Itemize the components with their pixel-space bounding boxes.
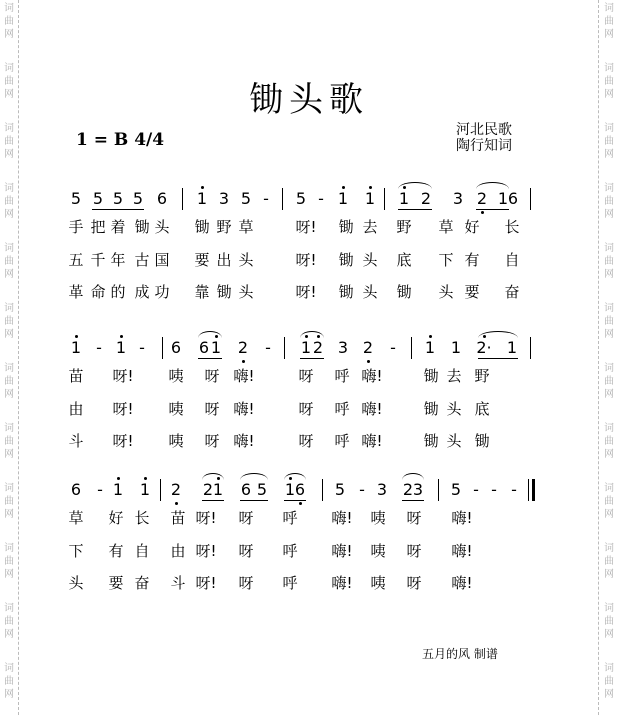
lyric-syllable: 头 [238, 283, 254, 301]
note: 1 [300, 338, 312, 357]
note: 2 [476, 189, 488, 208]
lyric-syllable: 有 [108, 542, 124, 560]
lyric-syllable: 嗨! [331, 574, 353, 592]
eighth-note-underline [476, 209, 509, 210]
sustain-dash: - [318, 189, 324, 208]
lyric-syllable: 靠 [194, 283, 210, 301]
lyric-syllable: 长 [134, 509, 150, 527]
lyric-line [0, 281, 618, 305]
lyric-syllable: 嗨! [233, 432, 255, 450]
note: 2 [402, 480, 414, 499]
note: 5 [334, 480, 346, 499]
octave-dot-high [201, 186, 204, 189]
note: 2 [362, 338, 374, 357]
octave-dot-low [299, 502, 302, 505]
barline [438, 479, 439, 501]
octave-dot-low [481, 211, 484, 214]
note: 6 [507, 189, 519, 208]
lyric-syllable: 呀 [238, 574, 254, 592]
note: 1 [70, 338, 82, 357]
lyric-syllable: 锄 [474, 432, 490, 450]
octave-dot-high [342, 186, 345, 189]
octave-dot-high [369, 186, 372, 189]
eighth-note-underline [240, 500, 268, 501]
slur [198, 331, 222, 338]
credit-origin: 河北民歌 [456, 122, 512, 138]
lyric-syllable: 锄 [423, 400, 439, 418]
watermark-text: 词 曲 网 [4, 3, 14, 40]
lyric-syllable: 头 [68, 574, 84, 592]
final-barline-thick [532, 479, 535, 501]
final-barline-thin [528, 479, 529, 501]
note: 6 [294, 480, 306, 499]
lyric-syllable: 呀! [295, 218, 317, 236]
lyric-syllable: 斗 [68, 432, 84, 450]
lyric-syllable: 要 [194, 251, 210, 269]
note: 2 [237, 338, 249, 357]
lyric-syllable: 去 [446, 367, 462, 385]
watermark-text: 词 曲 网 [604, 183, 614, 220]
barline [160, 479, 161, 501]
watermark-text: 词 曲 网 [4, 243, 14, 280]
lyric-syllable: 呀! [195, 542, 217, 560]
lyric-syllable: 千 [90, 251, 106, 269]
lyric-syllable: 古 [134, 251, 150, 269]
note: 1 [364, 189, 376, 208]
lyric-syllable: 要 [464, 283, 480, 301]
sustain-dash: - [263, 189, 269, 208]
lyric-syllable: 嗨! [451, 574, 473, 592]
lyric-syllable: 好 [108, 509, 124, 527]
lyric-syllable: 去 [362, 218, 378, 236]
lyric-syllable: 由 [170, 542, 186, 560]
lyric-syllable: 嗨! [331, 509, 353, 527]
lyric-syllable: 嗨! [361, 400, 383, 418]
lyric-syllable: 要 [108, 574, 124, 592]
octave-dot-low [242, 360, 245, 363]
lyric-syllable: 自 [504, 251, 520, 269]
barline [384, 188, 385, 210]
watermark-text: 词 曲 网 [604, 363, 614, 400]
watermark-text: 词 曲 网 [604, 243, 614, 280]
lyric-syllable: 呀! [295, 251, 317, 269]
note: 2 [202, 480, 214, 499]
note: 1 [196, 189, 208, 208]
lyric-syllable: 锄 [216, 283, 232, 301]
barline [530, 337, 531, 359]
note: 1 [212, 480, 224, 499]
lyric-syllable: 锄 [134, 218, 150, 236]
lyric-syllable: 功 [154, 283, 170, 301]
lyric-syllable: 年 [110, 251, 126, 269]
lyric-syllable: 呀 [406, 509, 422, 527]
note: 2 [420, 189, 432, 208]
watermark-text: 词 曲 网 [4, 363, 14, 400]
watermark-text: 词 曲 网 [4, 303, 14, 340]
note: 5 [450, 480, 462, 499]
lyric-line [0, 572, 618, 596]
note: 3 [452, 189, 464, 208]
barline [322, 479, 323, 501]
slur [202, 473, 224, 480]
slur [284, 473, 306, 480]
note: 5 [112, 189, 124, 208]
lyric-line [0, 216, 618, 240]
notation-row [0, 337, 618, 361]
eighth-note-underline [202, 500, 224, 501]
watermark-text: 词 曲 网 [604, 483, 614, 520]
lyric-syllable: 锄 [338, 218, 354, 236]
lyric-syllable: 呀! [112, 400, 134, 418]
sustain-dash: - [96, 338, 102, 357]
lyric-syllable: 草 [438, 218, 454, 236]
octave-dot-high [144, 477, 147, 480]
watermark-text: 词 曲 网 [604, 423, 614, 460]
notation-row [0, 479, 618, 503]
lyric-line [0, 430, 618, 454]
slur [398, 182, 432, 189]
octave-dot-high [429, 335, 432, 338]
lyric-syllable: 呀 [238, 509, 254, 527]
note: 3 [218, 189, 230, 208]
watermark-text: 词 曲 网 [604, 303, 614, 340]
lyric-syllable: 呀! [112, 432, 134, 450]
eighth-note-underline [478, 358, 518, 359]
lyric-syllable: 呀 [406, 574, 422, 592]
lyric-syllable: 好 [464, 218, 480, 236]
lyric-syllable: 呀 [298, 367, 314, 385]
octave-dot-high [120, 335, 123, 338]
lyric-syllable: 咦 [168, 432, 184, 450]
lyric-syllable: 野 [474, 367, 490, 385]
watermark-text: 词 曲 网 [4, 183, 14, 220]
lyric-syllable: 嗨! [361, 432, 383, 450]
note: 6 [240, 480, 252, 499]
sustain-dash: - [473, 480, 479, 499]
lyric-syllable: 野 [216, 218, 232, 236]
octave-dot-low [175, 502, 178, 505]
sustain-dash: - [359, 480, 365, 499]
lyric-syllable: 长 [504, 218, 520, 236]
lyric-syllable: 下 [68, 542, 84, 560]
watermark-text: 词 曲 网 [604, 543, 614, 580]
lyric-syllable: 呼 [334, 367, 350, 385]
barline [411, 337, 412, 359]
lyric-syllable: 成 [134, 283, 150, 301]
watermark-text: 词 曲 网 [604, 63, 614, 100]
lyric-syllable: 苗 [68, 367, 84, 385]
barline [284, 337, 285, 359]
sustain-dash: - [97, 480, 103, 499]
note: 3 [412, 480, 424, 499]
lyric-syllable: 呼 [282, 542, 298, 560]
eighth-note-underline [284, 500, 306, 501]
note: 5 [240, 189, 252, 208]
lyric-syllable: 着 [110, 218, 126, 236]
watermark-text: 词 曲 网 [604, 663, 614, 700]
note: 1 [506, 338, 518, 357]
sustain-dash: - [265, 338, 271, 357]
note: 1 [497, 189, 509, 208]
note: 1 [210, 338, 222, 357]
key-signature: 1 = B 4/4 [76, 130, 165, 150]
note: 1 [337, 189, 349, 208]
note: 2 [312, 338, 324, 357]
credit-lyricist: 陶行知词 [456, 138, 512, 154]
lyric-syllable: 底 [396, 251, 412, 269]
lyric-syllable: 咦 [168, 400, 184, 418]
lyric-syllable: 呀! [195, 574, 217, 592]
lyric-syllable: 锄 [338, 283, 354, 301]
eighth-note-underline [198, 358, 222, 359]
lyric-syllable: 手 [68, 218, 84, 236]
lyric-syllable: 由 [68, 400, 84, 418]
notation-row [0, 188, 618, 212]
lyric-syllable: 五 [68, 251, 84, 269]
lyric-syllable: 头 [362, 283, 378, 301]
lyric-syllable: 嗨! [451, 509, 473, 527]
note: 1 [115, 338, 127, 357]
lyric-line [0, 540, 618, 564]
lyric-syllable: 呀 [238, 542, 254, 560]
lyric-syllable: 呀 [298, 432, 314, 450]
lyric-syllable: 呀 [204, 432, 220, 450]
lyric-line [0, 365, 618, 389]
lyric-syllable: 嗨! [233, 367, 255, 385]
note: 6 [170, 338, 182, 357]
note: 1 [139, 480, 151, 499]
lyric-syllable: 奋 [134, 574, 150, 592]
eighth-note-underline [300, 358, 324, 359]
watermark-text: 词 曲 网 [604, 603, 614, 640]
lyric-syllable: 把 [90, 218, 106, 236]
lyric-syllable: 锄 [396, 283, 412, 301]
lyric-syllable: 苗 [170, 509, 186, 527]
note: 6 [198, 338, 210, 357]
barline [162, 337, 163, 359]
note: 1 [398, 189, 410, 208]
lyric-syllable: 呀 [406, 542, 422, 560]
lyric-syllable: 的 [110, 283, 126, 301]
lyric-syllable: 嗨! [361, 367, 383, 385]
slur [240, 473, 268, 480]
lyric-syllable: 头 [446, 400, 462, 418]
note: 1 [424, 338, 436, 357]
note: 5 [295, 189, 307, 208]
lyric-syllable: 呀! [195, 509, 217, 527]
lyric-syllable: 出 [216, 251, 232, 269]
lyric-syllable: 头 [154, 218, 170, 236]
note: 6 [156, 189, 168, 208]
note: 5 [132, 189, 144, 208]
lyric-syllable: 头 [438, 283, 454, 301]
note: 1 [450, 338, 462, 357]
lyric-line [0, 398, 618, 422]
watermark-text: 词 曲 网 [4, 423, 14, 460]
lyric-syllable: 下 [438, 251, 454, 269]
slur [476, 182, 509, 189]
lyric-line [0, 249, 618, 273]
octave-dot-high [117, 477, 120, 480]
note: 1 [112, 480, 124, 499]
note: 6 [70, 480, 82, 499]
watermark-text: 词 曲 网 [4, 663, 14, 700]
watermark-text: 词 曲 网 [4, 543, 14, 580]
barline [282, 188, 283, 210]
lyric-syllable: 呼 [282, 574, 298, 592]
watermark-text: 词 曲 网 [4, 603, 14, 640]
sustain-dash: - [491, 480, 497, 499]
eighth-note-underline [92, 209, 144, 210]
eighth-note-underline [398, 209, 432, 210]
slur [478, 331, 518, 338]
sustain-dash: - [511, 480, 517, 499]
note: 3 [337, 338, 349, 357]
sustain-dash: - [390, 338, 396, 357]
lyric-syllable: 呼 [282, 509, 298, 527]
lyric-syllable: 自 [134, 542, 150, 560]
lyric-syllable: 头 [238, 251, 254, 269]
score-maker-credit: 五月的风 制谱 [422, 647, 498, 661]
lyric-line [0, 507, 618, 531]
barline [182, 188, 183, 210]
slur [402, 473, 424, 480]
note: 2· [476, 338, 492, 357]
note: 5 [92, 189, 104, 208]
lyric-syllable: 野 [396, 218, 412, 236]
lyric-syllable: 头 [362, 251, 378, 269]
lyric-syllable: 呼 [334, 400, 350, 418]
lyric-syllable: 呀! [112, 367, 134, 385]
lyric-syllable: 嗨! [331, 542, 353, 560]
lyric-syllable: 革 [68, 283, 84, 301]
lyric-syllable: 底 [474, 400, 490, 418]
lyric-syllable: 咦 [370, 542, 386, 560]
lyric-syllable: 咦 [370, 509, 386, 527]
slur [300, 331, 324, 338]
song-title: 锄头歌 [249, 80, 369, 120]
lyric-syllable: 咦 [168, 367, 184, 385]
lyric-syllable: 锄 [423, 367, 439, 385]
octave-dot-low [367, 360, 370, 363]
lyric-syllable: 头 [446, 432, 462, 450]
lyric-syllable: 呼 [334, 432, 350, 450]
note: 3 [376, 480, 388, 499]
lyric-syllable: 锄 [194, 218, 210, 236]
eighth-note-underline [402, 500, 424, 501]
note: 5 [256, 480, 268, 499]
lyric-syllable: 锄 [423, 432, 439, 450]
note: 2 [170, 480, 182, 499]
lyric-syllable: 奋 [504, 283, 520, 301]
lyric-syllable: 有 [464, 251, 480, 269]
lyric-syllable: 斗 [170, 574, 186, 592]
barline [530, 188, 531, 210]
watermark-text: 词 曲 网 [604, 123, 614, 160]
watermark-text: 词 曲 网 [4, 123, 14, 160]
lyric-syllable: 锄 [338, 251, 354, 269]
note: 1 [284, 480, 296, 499]
octave-dot-high [75, 335, 78, 338]
lyric-syllable: 呀 [204, 367, 220, 385]
lyric-syllable: 草 [238, 218, 254, 236]
lyric-syllable: 呀! [295, 283, 317, 301]
lyric-syllable: 草 [68, 509, 84, 527]
lyric-syllable: 嗨! [451, 542, 473, 560]
note: 5 [70, 189, 82, 208]
lyric-syllable: 呀 [298, 400, 314, 418]
lyric-syllable: 国 [154, 251, 170, 269]
sustain-dash: - [139, 338, 145, 357]
lyric-syllable: 咦 [370, 574, 386, 592]
watermark-text: 词 曲 网 [604, 3, 614, 40]
lyric-syllable: 嗨! [233, 400, 255, 418]
lyric-syllable: 命 [90, 283, 106, 301]
watermark-text: 词 曲 网 [4, 483, 14, 520]
lyric-syllable: 呀 [204, 400, 220, 418]
watermark-text: 词 曲 网 [4, 63, 14, 100]
